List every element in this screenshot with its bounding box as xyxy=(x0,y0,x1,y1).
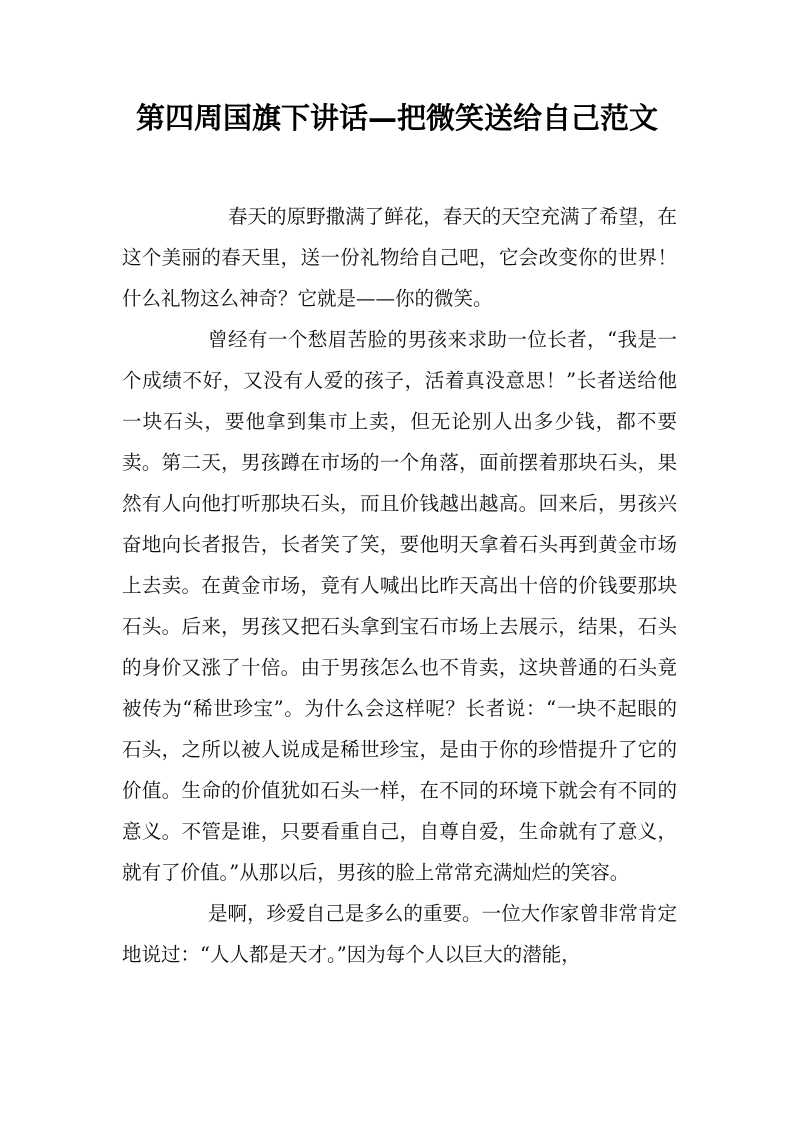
paragraph-spring: 春天的原野撒满了鲜花，春天的天空充满了希望，在这个美丽的春天里，送一份礼物给自己吧，它会改变你的世界！什么礼物这么神奇？它就是——你的微笑。 xyxy=(122,205,677,310)
paragraph-stone-story: 曾经有一个愁眉苦脸的男孩来求助一位长者，“我是一个成绩不好，又没有人爱的孩子，活着真没意思！”长者送给他一块石头，要他拿到集市上卖，但无论别人出多少钱，都不要卖。第二天，男孩蹲在市场的一个角落，面前摆着那块石头，果然有人向他打听那块石头，而且价钱越出越高。回来后，男孩兴奋地向长者报告，长者笑了笑，要他明天拿着石头再到黄金市场上去卖。在黄金市场，竟有人喊出比昨天高出十倍的价钱要那块石头。后来，男孩又把石头拿到宝石市场上去展示，结果，石头的身价又涨了十倍。由于男孩怎么也不肯卖，这块普通的石头竟被传为“稀世珍宝”。为什么会这样呢？长者说：“一块不起眼的石头，之所以被人说成是稀世珍宝，是由于你的珍惜提升了它的价值。生命的价值犹如石头一样，在不同的环境下就会有不同的意义。不管是谁，只要看重自己，自尊自爱，生命就有了意义，就有了价值。”从那以后，男孩的脸上常常充满灿烂的笑容。 xyxy=(122,328,677,884)
document-body xyxy=(122,196,677,975)
paragraph-cherish-self: 是啊，珍爱自己是多么的重要。一位大作家曾非常肯定地说过：“人人都是天才。”因为每个人以巨大的潜能， xyxy=(122,902,677,966)
document-title: 第四周国旗下讲话—把微笑送给自己范文 xyxy=(135,101,658,135)
